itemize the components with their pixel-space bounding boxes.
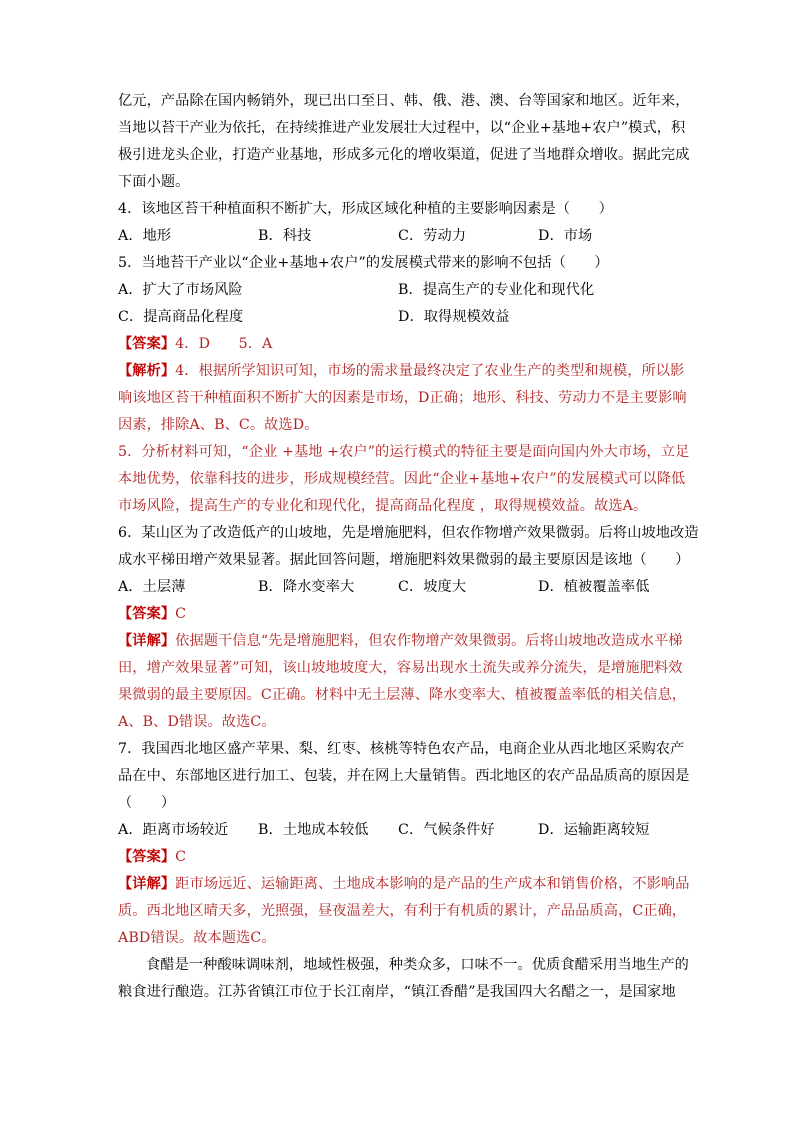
answer-text: C (175, 849, 187, 865)
explanation-line: 果微弱的最主要原因。C正确。材料中无土层薄、降水变率大、植被覆盖率低的相关信息， (118, 687, 687, 703)
explanation-line (118, 358, 685, 385)
explanation-line: 响该地区苔干种植面积不断扩大的因素是市场，D正确；地形、科技、劳动力不是主要影响 (118, 390, 687, 406)
intro-line: 极引进龙头企业，打造产业基地，形成多元化的增收渠道，促进了当地群众增收。据此完成 (118, 147, 690, 163)
option-b: B．提高生产的专业化和现代化 (398, 282, 595, 298)
answer-4-5 (118, 331, 678, 358)
option-a: A．土层薄 (118, 579, 186, 595)
option-row (118, 304, 678, 331)
intro-line: 亿元，产品除在国内畅销外，现已出口至日、韩、俄、港、澳、台等国家和地区。近年来， (118, 93, 690, 109)
intro-paragraph (118, 88, 690, 196)
question-stem: 7．我国西北地区盛产苹果、梨、红枣、核桃等特色农产品，电商企业从西北地区采购农产 (118, 741, 685, 757)
explanation-line: 质。西北地区晴天多，光照强，昼夜温差大，有利于有机质的累计，产品品质高，C正确， (118, 903, 687, 919)
option-a: A．扩大了市场风险 (118, 282, 243, 298)
document-page (118, 88, 699, 1006)
intro-line: 下面小题。 (118, 174, 190, 190)
question-stem: 4．该地区苔干种植面积不断扩大，形成区域化种植的主要影响因素是（ ） (118, 201, 613, 217)
option-c: C．提高商品化程度 (118, 309, 244, 325)
explanation-line: 因素，排除A、B、C。故选D。 (118, 417, 319, 433)
explanation-line: ABD错误。故本题选C。 (118, 930, 276, 946)
explanation-line: 田，增产效果显著”可知，该山坡地坡度大，容易出现水土流失或养分流失，是增施肥料效 (118, 660, 683, 676)
option-d: D．运输距离较短 (538, 822, 650, 838)
answer-text: C (175, 606, 187, 622)
explanation-line: 市场风险，提高生产的专业化和现代化，提高商品化程度 ，取得规模效益。故选A。 (118, 498, 648, 514)
option-c: C．坡度大 (398, 579, 467, 595)
option-d: D．植被覆盖率低 (538, 579, 650, 595)
question-7 (118, 736, 690, 844)
question-4 (118, 196, 678, 250)
option-b: B．科技 (258, 228, 312, 244)
option-row (118, 223, 678, 250)
option-d: D．取得规模效益 (398, 309, 510, 325)
question-stem: （ ） (118, 795, 176, 811)
intro-line: 当地以苔干产业为依托，在持续推进产业发展壮大过程中，以“企业+基地+农户”模式，积 (118, 120, 686, 136)
explanation-line (118, 628, 683, 655)
question-stem: 品在中、东部地区进行加工、包装，并在网上大量销售。西北地区的农产品品质高的原因是 (118, 768, 690, 784)
explanation-tag: 【详解】 (118, 876, 176, 892)
passage-line: 粮食进行酿造。江苏省镇江市位于长江南岸，“镇江香醋”是我国四大名醋之一，是国家地 (118, 984, 676, 1000)
explanation-6 (118, 628, 687, 736)
explanation-text: 依据题干信息“先是增施肥料，但农作物增产效果微弱。后将山坡地改造成水平梯 (175, 633, 683, 649)
question-6 (118, 520, 699, 601)
question-5 (118, 250, 678, 331)
answer-tag: 【答案】 (118, 606, 176, 622)
explanation-line (118, 871, 690, 898)
option-row (118, 817, 678, 844)
question-stem: 6．某山区为了改造低产的山坡地，先是增施肥料，但农作物增产效果微弱。后将山坡地改造 (118, 525, 699, 541)
question-stem: 5．当地苔干产业以“企业+基地+农户”的发展模式带来的影响不包括（ ） (118, 255, 609, 271)
answer-7 (118, 844, 678, 871)
explanation-tag: 【详解】 (118, 633, 176, 649)
answer-tag: 【答案】 (118, 336, 176, 352)
option-a: A．距离市场较近 (118, 822, 229, 838)
option-a: A．地形 (118, 228, 172, 244)
option-b: B．降水变率大 (258, 579, 355, 595)
explanation-tag: 【解析】 (118, 363, 176, 379)
explanation-text: 4．根据所学知识可知，市场的需求量最终决定了农业生产的类型和规模，所以影 (175, 363, 685, 379)
option-row (118, 574, 678, 601)
passage-line: 食醋是一种酸味调味剂，地域性极强，种类众多，口味不一。优质食醋采用当地生产的 (146, 957, 689, 973)
explanation-line: A、B、D错误。故选C。 (118, 714, 276, 730)
explanation-text: 距市场远近、运输距离、土地成本影响的是产品的生产成本和销售价格，不影响品 (175, 876, 690, 892)
answer-text: 4．D 5．A (175, 336, 273, 352)
question-stem: 成水平梯田增产效果显著。据此回答问题，增施肥料效果微弱的最主要原因是该地（ ） (118, 552, 690, 568)
answer-6 (118, 601, 678, 628)
option-c: C．气候条件好 (398, 822, 495, 838)
option-d: D．市场 (538, 228, 593, 244)
option-c: C．劳动力 (398, 228, 467, 244)
explanation-line: 本地优势，依靠科技的进步，形成规模经营。因此“企业+基地+农户”的发展模式可以降低 (118, 471, 686, 487)
explanation-7 (118, 871, 690, 952)
answer-tag: 【答案】 (118, 849, 176, 865)
option-row (118, 277, 678, 304)
option-b: B．土地成本较低 (258, 822, 369, 838)
explanation-line: 5．分析材料可知，“企业 +基地 +农户”的运行模式的特征主要是面向国内外大市场，立足 (118, 444, 690, 460)
explanation-4-5 (118, 358, 690, 520)
passage-paragraph (118, 952, 689, 1006)
